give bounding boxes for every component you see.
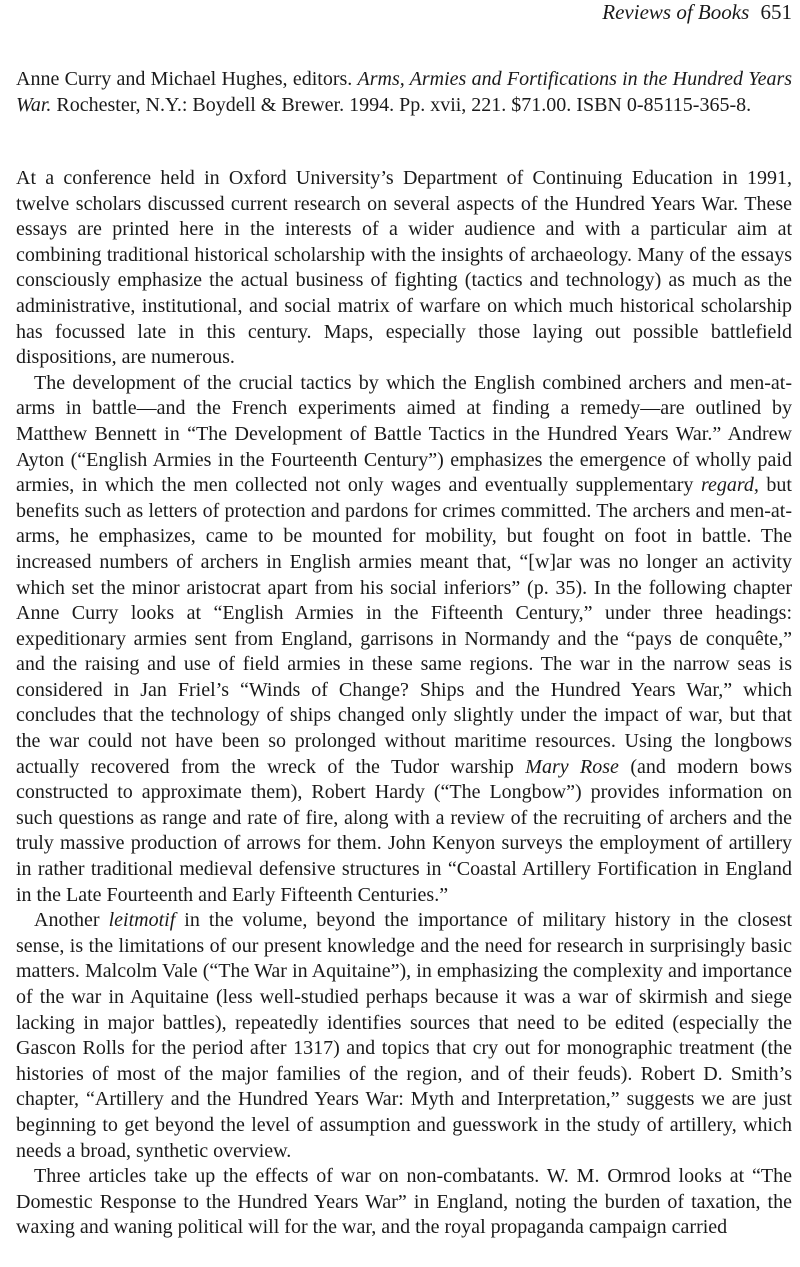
- page-number: 651: [760, 0, 792, 24]
- italic-term: Mary Rose: [525, 755, 619, 778]
- paragraph-text: in the volume, beyond the importance of military history in the closest sense, is the limitations of our present knowledge and the need for research in surprisingly basic matters. Malcolm Vale (“The War in Aquitaine”), in emphasizing the complexity and importance of the war in Aquitaine (less well-studied perhaps because it was a war of skirmish and siege lacking in major battles), repeatedly identifies sources that need to be edited (especially the Gascon Rolls for the period after 1317) and topics that cry out for monographic treatment (the histories of most of the major families of the region, and of their feuds). Robert D. Smith’s chapter, “Artillery and the Hundred Years War: Myth and Interpretation,” suggests we are just beginning to get beyond the level of assumption and guesswork in the study of artillery, which needs a broad, synthetic overview.: [16, 909, 792, 1162]
- citation-editors: Anne Curry and Michael Hughes, editors.: [16, 68, 358, 90]
- paragraph-text: At a conference held in Oxford University’s Department of Continuing Education in 1991, twelve scholars discussed current research on several aspects of the Hundred Years War. These essays are printed here in the interests of a wider audience and with a particular aim at combining traditional historical scholarship with the insights of archaeology. Many of the essays consciously emphasize the actual business of fighting (tactics and technology) as much as the administrative, institutional, and social matrix of warfare on which much historical scholarship has focussed late in this century. Maps, especially those laying out possible battlefield dispositions, are numerous.: [16, 167, 792, 369]
- body-paragraph: [16, 371, 792, 908]
- book-citation: [16, 66, 792, 118]
- paragraph-text: Three articles take up the effects of war on non-combatants. W. M. Ormrod looks at “The Domestic Response to the Hundred Years War” in England, noting the burden of taxation, the waxing and waning political will for the war, and the royal propaganda campaign carried: [16, 1165, 792, 1239]
- body-paragraph: [16, 908, 792, 1164]
- paragraph-text: Another: [34, 909, 109, 932]
- body-paragraph: [16, 1164, 792, 1241]
- page: [16, 0, 792, 1241]
- citation-book-title: Arms, Armies and Fortifications in the Hundred Years War.: [16, 68, 793, 116]
- review-body: [16, 166, 792, 1241]
- running-head: [16, 0, 792, 24]
- body-paragraph: [16, 166, 792, 371]
- italic-term: regard,: [700, 474, 759, 497]
- paragraph-text: but benefits such as letters of protection and pardons for crimes committed. The archers and men-at-arms, he emphasizes, came to be mounted for mobility, but fought on foot in battle. The increased numbers of archers in English armies meant that, “[w]ar was no longer an activity which set the minor aristocrat apart from his social inferiors” (p. 35). In the following chapter Anne Curry looks at “English Armies in the Fifteenth Century,” under three headings: expeditionary armies sent from England, garrisons in Normandy and the “pays de conquête,” and the raising and use of field armies in these same regions. The war in the narrow seas is considered in Jan Friel’s “Winds of Change? Ships and the Hundred Years War,” which concludes that the technology of ships changed only slightly under the impact of war, but that the war could not have been so prolonged without maritime resources. Using the longbows actually recovered from the wreck of the Tudor warship: [16, 474, 792, 778]
- citation-publication: Rochester, N.Y.: Boydell & Brewer. 1994. Pp. xvii, 221. $71.00. ISBN 0-85115-365-8.: [51, 94, 752, 116]
- paragraph-text: (and modern bows constructed to approximate them), Robert Hardy (“The Longbow”) provides information on such questions as range and rate of fire, along with a review of the recruiting of archers and the truly massive production of arrows for them. John Kenyon surveys the employment of artillery in rather traditional medieval defensive structures in “Coastal Artillery Fortification in England in the Late Fourteenth and Early Fifteenth Centuries.”: [16, 755, 793, 906]
- running-head-title: Reviews of Books: [602, 0, 750, 24]
- italic-term: leitmotif: [108, 909, 176, 932]
- paragraph-text: The development of the crucial tactics by which the English combined archers and men-at-arms in battle—and the French experiments aimed at finding a remedy—are outlined by Matthew Bennett in “The Development of Battle Tactics in the Hundred Years War.” Andrew Ayton (“English Armies in the Fourteenth Century”) emphasizes the emergence of wholly paid armies, in which the men collected not only wages and eventually supplementary: [16, 371, 792, 497]
